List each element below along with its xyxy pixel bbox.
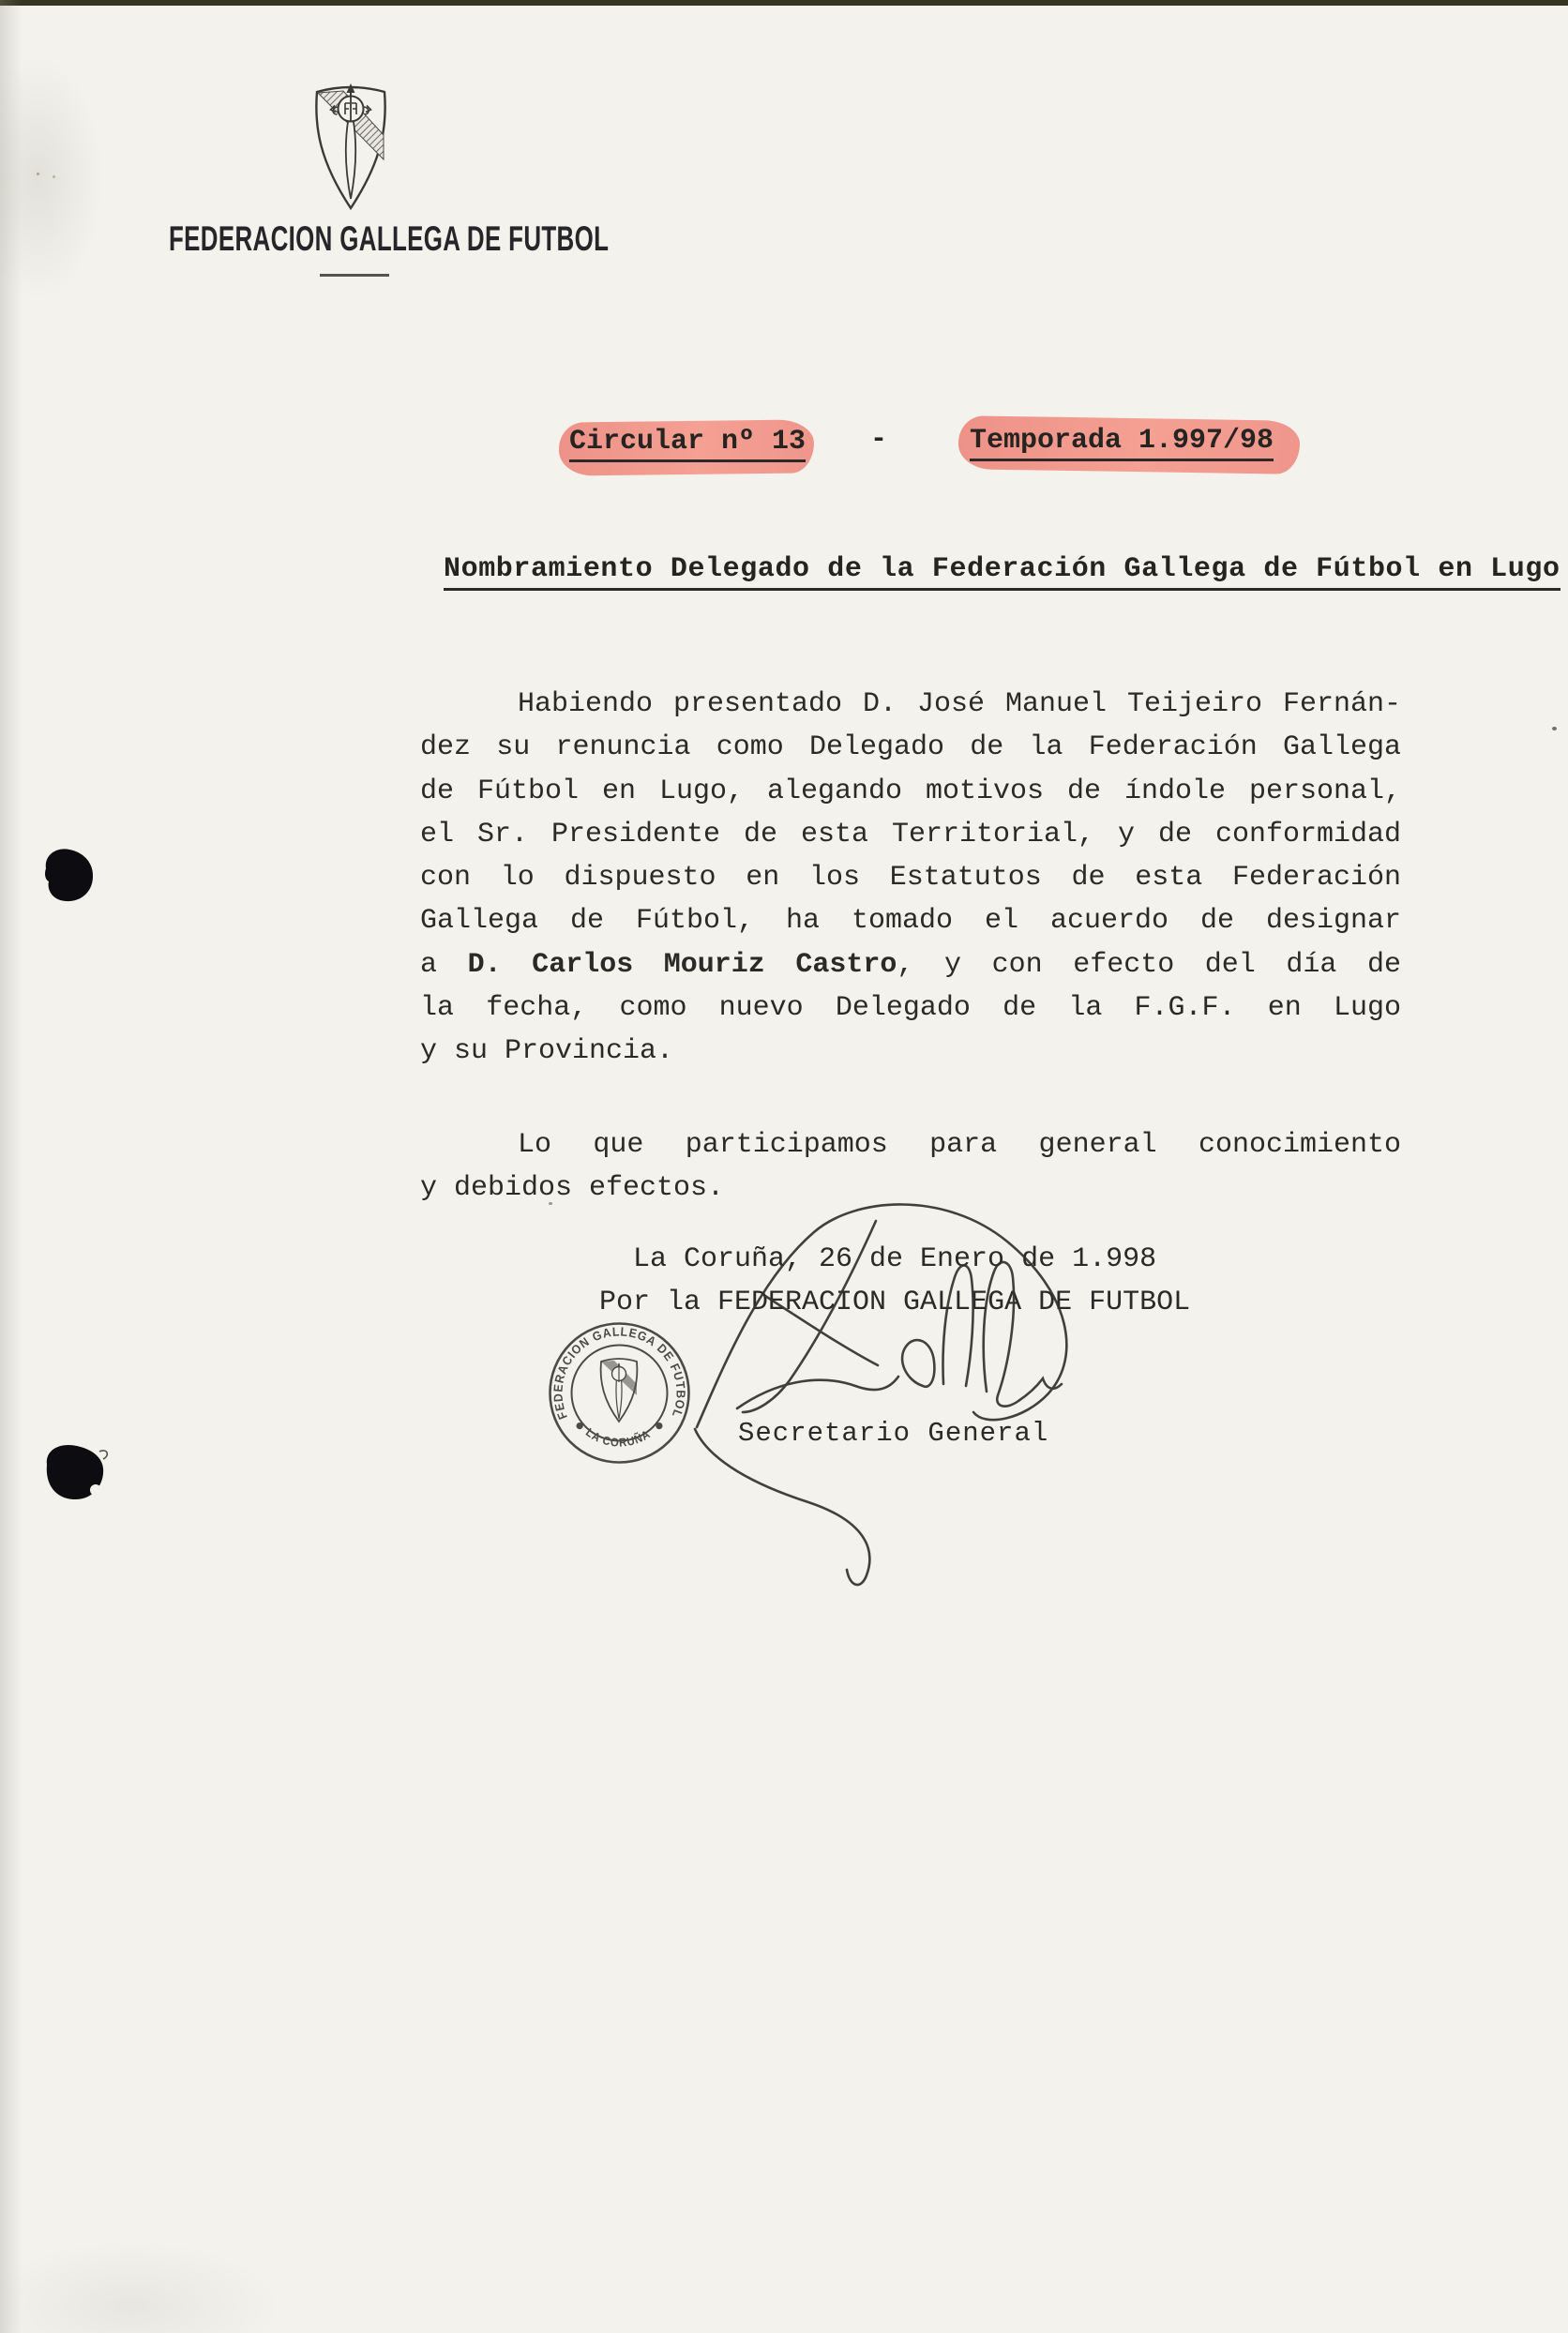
scan-shadow-left	[0, 0, 24, 2333]
season-label: Temporada 1.997/98	[970, 425, 1274, 457]
typed-line: dez su renuncia como Delegado de la Federación Gallega	[420, 731, 1401, 764]
federation-crest-icon	[309, 79, 392, 212]
typed-line: con lo dispuesto en los Estatutos de esta Federación	[420, 862, 1401, 895]
typed-line: la fecha, como nuevo Delegado de la F.G.F. en Lugo	[420, 992, 1401, 1025]
stamp-dot	[656, 1422, 662, 1429]
typed-line: de Fútbol en Lugo, alegando motivos de índole personal,	[420, 775, 1401, 807]
stamp-crest-icon	[601, 1359, 638, 1422]
svg-text:LA CORUÑA	[583, 1425, 653, 1449]
typed-line: el Sr. Presidente de esta Territorial, y de conformidad	[420, 818, 1401, 850]
circular-number-label: Circular nº 13	[569, 426, 806, 458]
scan-smear	[0, 56, 103, 300]
hole-punch-mark	[41, 1438, 116, 1510]
stamp-city-text: LA CORUÑA	[583, 1425, 654, 1450]
paragraph-1	[420, 683, 1401, 1074]
typed-line: Gallega de Fútbol, ha tomado el acuerdo de designar	[420, 905, 1401, 938]
hole-punch-mark	[38, 842, 103, 910]
stamp-dot	[577, 1422, 583, 1429]
stamp-ring-text: FEDERACION GALLEGA DE FUTBOL	[550, 1324, 688, 1422]
document-title: Nombramiento Delegado de la Federación Gallega de Fútbol en Lugo	[444, 553, 1560, 585]
paragraph-2	[420, 1123, 1401, 1211]
place-date-line: La Coruña, 26 de Enero de 1.998	[633, 1243, 1157, 1275]
separator-dash: -	[870, 424, 888, 456]
ink-speck	[53, 175, 55, 178]
scan-edge-artifact	[0, 0, 1568, 6]
on-behalf-line: Por la FEDERACION GALLEGA DE FUTBOL	[599, 1287, 1191, 1318]
typed-line: y su Provincia.	[420, 1035, 674, 1068]
typed-line-appointee: a D. Carlos Mouriz Castro, y con efecto del día de	[420, 948, 1401, 981]
signer-role-label: Secretario General	[738, 1418, 1049, 1449]
typed-line: Lo que participamos para general conocimiento	[518, 1129, 1401, 1161]
appointee-name: D. Carlos Mouriz Castro	[467, 948, 897, 981]
typed-line: Habiendo presentado D. José Manuel Teijeiro Fernán-	[518, 688, 1401, 720]
org-name-heading: FEDERACION GALLEGA DE FUTBOL	[169, 219, 610, 258]
typed-line: y debidos efectos.	[420, 1172, 725, 1205]
rubber-stamp-seal	[547, 1320, 692, 1466]
ink-speck	[37, 173, 39, 175]
scan-mottle	[0, 2241, 281, 2333]
org-name-rule	[320, 274, 389, 277]
ink-speck	[1552, 727, 1557, 730]
